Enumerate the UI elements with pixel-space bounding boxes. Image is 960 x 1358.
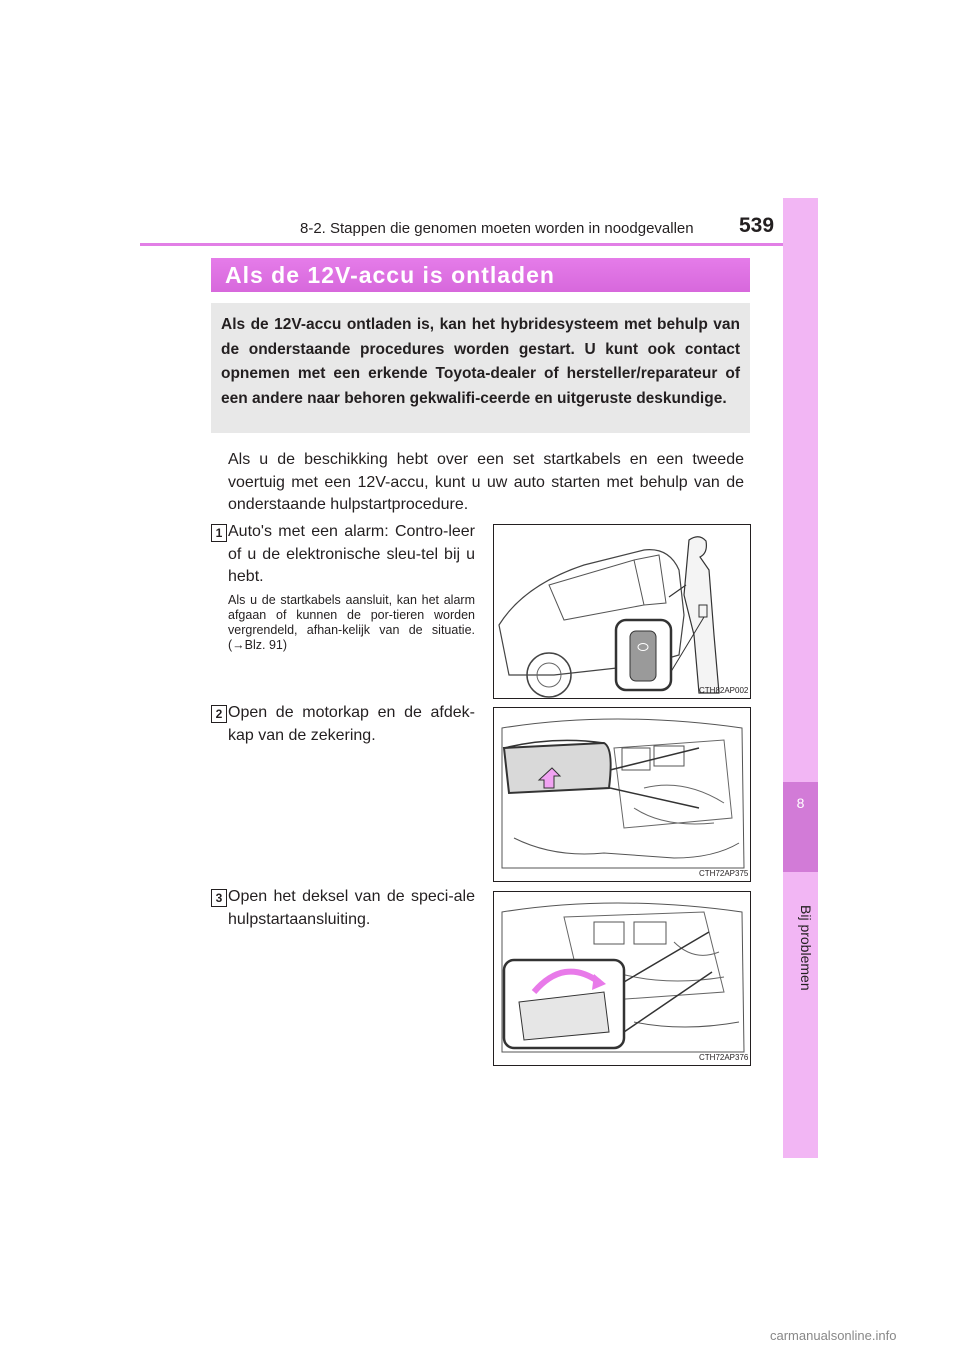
chapter-number: 8	[796, 795, 805, 811]
intro-text: Als de 12V-accu ontladen is, kan het hybridesysteem met behulp van de onderstaande procedures worden gestart. U kunt ook contact opnemen met een erkende Toyota-dealer of hersteller/reparateur of een andere naar behoren gekwalifi-ceerde en uitgeruste deskundige.	[221, 316, 740, 407]
figure-2-code: CTH72AP375	[699, 869, 749, 878]
chapter-label: Bij problemen	[798, 905, 814, 991]
step-1-text: Auto's met een alarm: Contro-leer of u de elektronische sleu-tel bij u hebt.	[228, 523, 475, 585]
figure-3-code: CTH72AP376	[699, 1053, 749, 1062]
figure-jumpstart-terminal	[493, 891, 751, 1066]
section-title: Als de 12V-accu is ontladen	[225, 262, 555, 288]
figure-hood-fuse-cover	[493, 707, 751, 882]
step-number-3: 3	[211, 889, 227, 907]
step-3-text: Open het deksel van de speci-ale hulpstartaansluiting.	[228, 888, 475, 928]
footer-watermark: carmanualsonline.info	[770, 1328, 897, 1343]
step-number-2: 2	[211, 705, 227, 723]
step-1-note: Als u de startkabels aansluit, kan het alarm afgaan of kunnen de por-tieren worden vergrendeld, afhan-kelijk van de situatie. (→Blz. 91)	[228, 593, 475, 652]
header-title: 8-2. Stappen die genomen moeten worden in noodgevallen	[300, 220, 694, 237]
figure-1-code: CTH82AP002	[699, 686, 749, 695]
body-paragraph: Als u de beschikking hebt over een set startkabels en een tweede voertuig met een 12V-accu, kunt u uw auto starten met behulp van de onderstaande hulpstartprocedure.	[228, 451, 744, 513]
figure-key-check	[493, 524, 751, 699]
engine-bay-illustration	[494, 708, 750, 881]
car-key-illustration	[494, 525, 750, 698]
header-rule	[140, 243, 818, 246]
page-number: 539	[739, 214, 775, 237]
step-2-text: Open de motorkap en de afdek-kap van de zekering.	[228, 704, 475, 744]
step-number-1: 1	[211, 524, 227, 542]
jumpstart-terminal-illustration	[494, 892, 750, 1065]
